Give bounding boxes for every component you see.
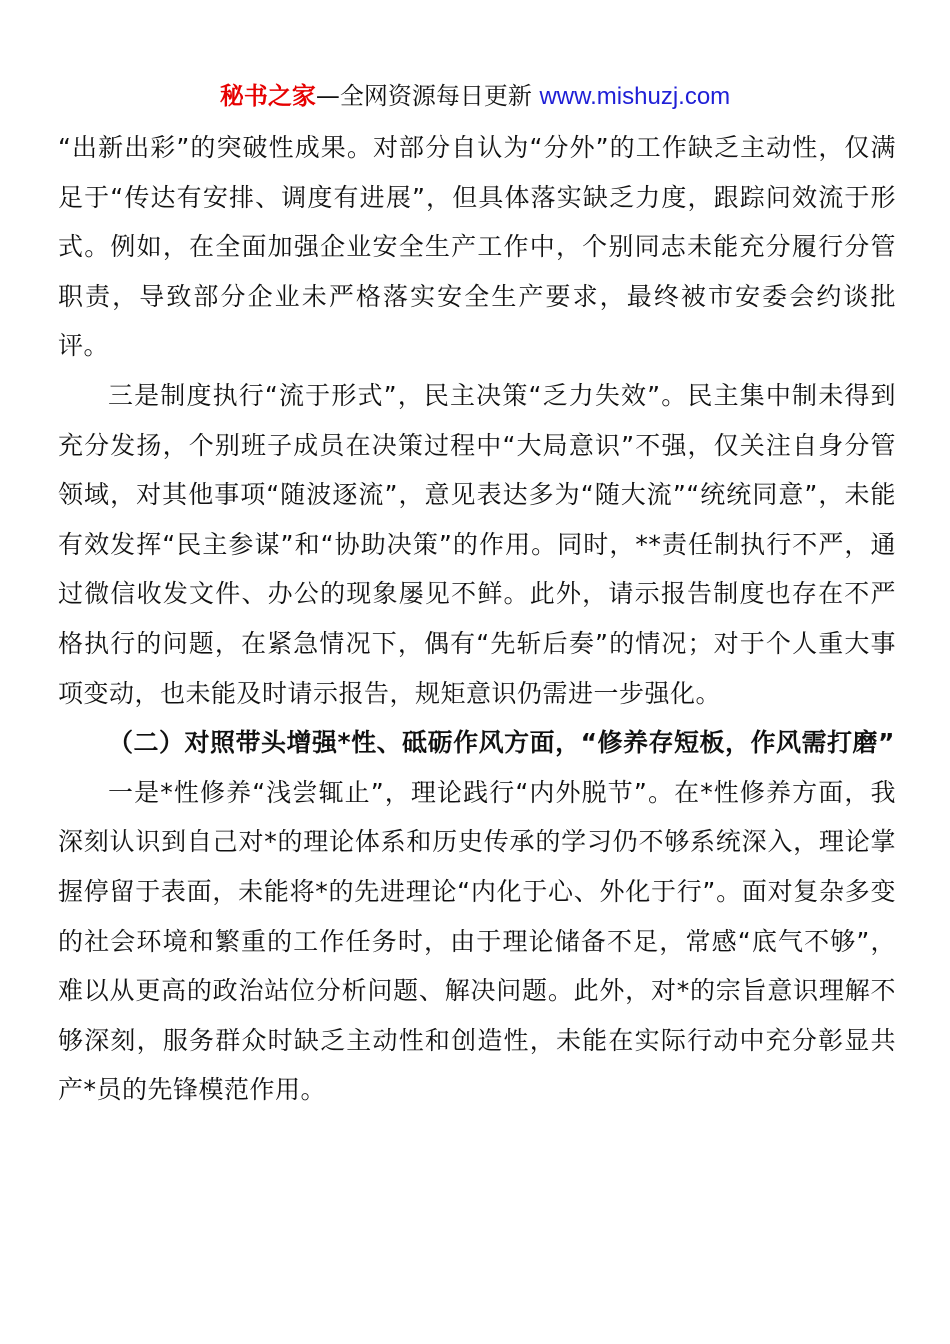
- site-url[interactable]: www.mishuzj.com: [539, 83, 731, 110]
- paragraph-system-execution: 三是制度执行“流于形式”，民主决策“乏力失效”。民主集中制未得到充分发扬，个别班子成员在决策过程中“大局意识”不强，仅关注自身分管领域，对其他事项“随波逐流”，意见表达多为“随大流”“统统同意”，未能有效发挥“民主参谋”和“协助决策”的作用。同时，**责任制执行不严，通过微信收发文件、办公的现象屡见不鲜。此外，请示报告制度也存在不严格执行的问题，在紧急情况下，偶有“先斩后奏”的情况；对于个人重大事项变动，也未能及时请示报告，规矩意识仍需进一步强化。: [58, 380, 896, 708]
- brand-name: 秘书之家: [219, 82, 316, 110]
- document-body: [58, 123, 896, 1115]
- header-tagline: —全网资源每日更新: [315, 82, 532, 110]
- paragraph-party-cultivation: 一是*性修养“浅尝辄止”，理论践行“内外脱节”。在*性修养方面，我深刻认识到自己对*的理论体系和历史传承的学习仍不够系统深入，理论掌握停留于表面，未能将*的先进理论“内化于心、外化于行”。面对复杂多变的社会环境和繁重的工作任务时，由于理论储备不足，常感“底气不够”，难以从更高的政治站位分析问题、解决问题。此外，对*的宗旨意识理解不够深刻，服务群众时缺乏主动性和创造性，未能在实际行动中充分彰显共产*员的先锋模范作用。: [58, 777, 896, 1105]
- section-heading: （二）对照带头增强*性、砥砺作风方面，“修养存短板，作风需打磨”: [108, 728, 895, 758]
- paragraph-continued: “出新出彩”的突破性成果。对部分自认为“分外”的工作缺乏主动性，仅满足于“传达有安排、调度有进展”，但具体落实缺乏力度，跟踪问效流于形式。例如，在全面加强企业安全生产工作中，个别同志未能充分履行分管职责，导致部分企业未严格落实安全生产要求，最终被市安委会约谈批评。: [58, 133, 896, 361]
- site-header: [0, 80, 950, 113]
